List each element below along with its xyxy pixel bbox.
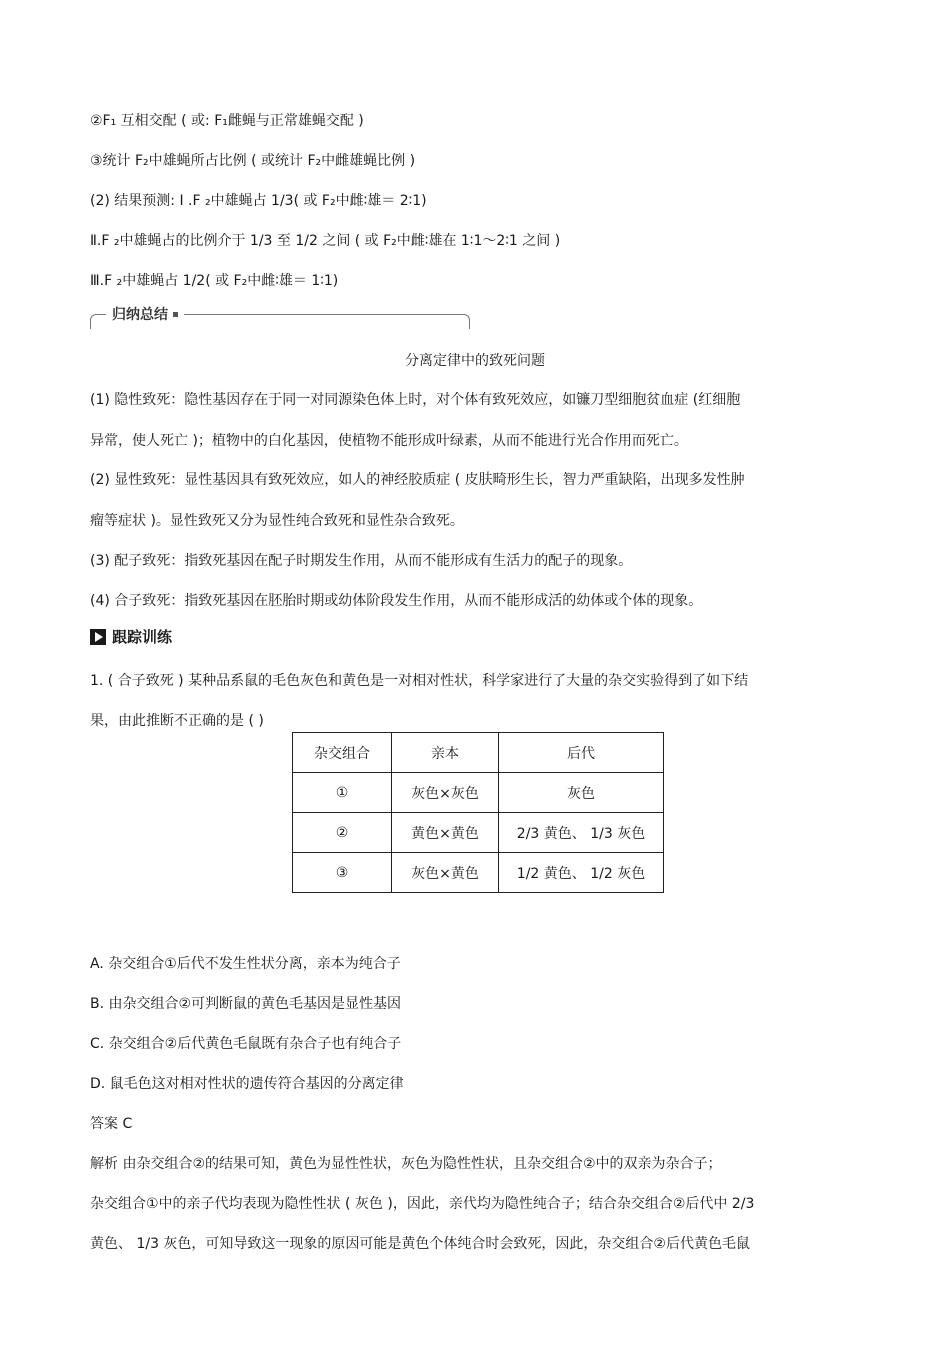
table-cell: 灰色 (499, 773, 664, 813)
summary-section-header (90, 306, 470, 330)
analysis-line-1: 解析 由杂交组合②的结果可知，黄色为显性性状，灰色为隐性性状，且杂交组合②中的双亲为杂合子； (90, 1156, 722, 1172)
paragraph-recessive-lethal-2: 异常，使人死亡 )；植物中的白化基因，使植物不能形成叶绿素，从而不能进行光合作用而死亡。 (90, 433, 688, 449)
summary-label: 归纳总结 (106, 306, 184, 324)
option-a: A. 杂交组合①后代不发生性状分离，亲本为纯合子 (90, 956, 401, 972)
question-stem-2: 果，由此推断不正确的是 ( ) (90, 713, 264, 729)
table-cell: 黄色×黄色 (392, 813, 499, 853)
paragraph-dominant-lethal-2: 瘤等症状 )。显性致死又分为显性纯合致死和显性杂合致死。 (90, 513, 464, 529)
table-cell: ② (293, 813, 392, 853)
table-cell: 2/3 黄色、 1/3 灰色 (499, 813, 664, 853)
option-c: C. 杂交组合②后代黄色毛鼠既有杂合子也有纯合子 (90, 1036, 402, 1052)
text-line-prediction-3: Ⅲ.F ₂中雄蝇占 1/2( 或 F₂中雌∶雄＝ 1∶1) (90, 273, 339, 289)
analysis-line-3: 黄色、 1/3 灰色，可知导致这一现象的原因可能是黄色个体纯合时会致死，因此，杂交组合②后代黄色毛鼠 (90, 1236, 750, 1252)
paragraph-recessive-lethal-1: (1) 隐性致死：隐性基因存在于同一对同源染色体上时，对个体有致死效应，如镰刀型细胞贫血症 (红细胞 (90, 392, 741, 408)
summary-title: 分离定律中的致死问题 (405, 353, 545, 369)
table-row (293, 813, 664, 853)
cross-results-table (292, 732, 664, 893)
paragraph-gamete-lethal: (3) 配子致死：指致死基因在配子时期发生作用，从而不能形成有生活力的配子的现象。 (90, 553, 633, 569)
training-section-header (90, 627, 172, 647)
text-line-f2-stats: ③统计 F₂中雄蝇所占比例 ( 或统计 F₂中雌雄蝇比例 ) (90, 153, 416, 169)
question-stem-1: 1. ( 合子致死 ) 某种品系鼠的毛色灰色和黄色是一对相对性状，科学家进行了大量的杂交实验得到了如下结 (90, 673, 749, 689)
text-line-f1-cross: ②F₁ 互相交配 ( 或: F₁雌蝇与正常雄蝇交配 ) (90, 113, 364, 129)
play-triangle-icon (90, 629, 106, 645)
table-cell: 灰色×灰色 (392, 773, 499, 813)
table-cell: 1/2 黄色、 1/2 灰色 (499, 853, 664, 893)
analysis-line-2: 杂交组合①中的亲子代均表现为隐性性状 ( 灰色 )，因此，亲代均为隐性纯合子；结合杂交组合②后代中 2/3 (90, 1196, 755, 1212)
table-row (293, 773, 664, 813)
table-header-row (293, 733, 664, 773)
table-header: 杂交组合 (293, 733, 392, 773)
table-cell: 灰色×黄色 (392, 853, 499, 893)
table-header: 亲本 (392, 733, 499, 773)
training-label: 跟踪训练 (112, 628, 173, 646)
table-header: 后代 (499, 733, 664, 773)
option-b: B. 由杂交组合②可判断鼠的黄色毛基因是显性基因 (90, 996, 402, 1012)
table-cell: ① (293, 773, 392, 813)
option-d: D. 鼠毛色这对相对性状的遗传符合基因的分离定律 (90, 1076, 404, 1092)
paragraph-zygote-lethal: (4) 合子致死：指致死基因在胚胎时期或幼体阶段发生作用，从而不能形成活的幼体或个体的现象。 (90, 593, 703, 609)
table-cell: ③ (293, 853, 392, 893)
text-line-prediction-1: (2) 结果预测: Ⅰ .F ₂中雄蝇占 1/3( 或 F₂中雌∶雄＝ 2∶1) (90, 193, 427, 209)
text-line-prediction-2: Ⅱ.F ₂中雄蝇占的比例介于 1/3 至 1/2 之间 ( 或 F₂中雌∶雄在 1∶1～2∶1 之间 ) (90, 233, 561, 249)
answer-line: 答案 C (90, 1116, 133, 1132)
table-row (293, 853, 664, 893)
paragraph-dominant-lethal-1: (2) 显性致死：显性基因具有致死效应，如人的神经胶质症 ( 皮肤畸形生长，智力严重缺陷，出现多发性肿 (90, 472, 745, 488)
